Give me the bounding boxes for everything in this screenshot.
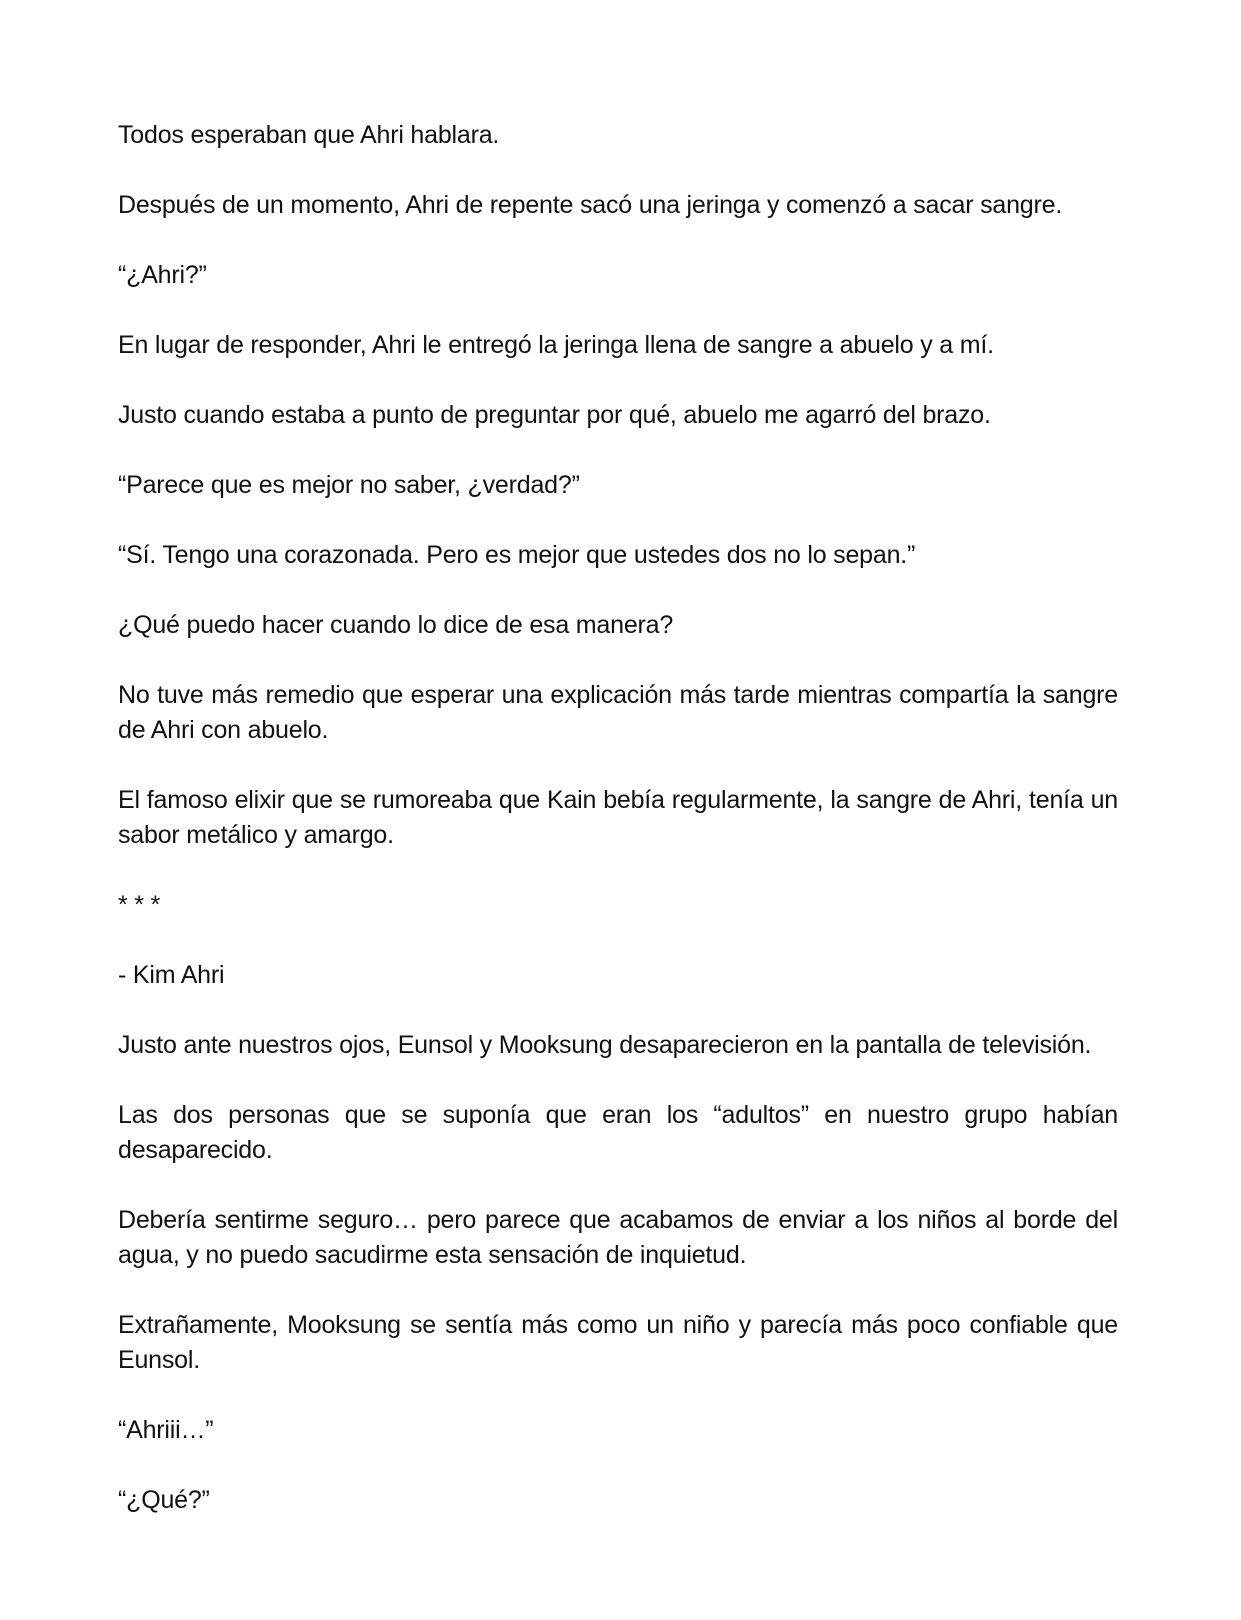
paragraph: Justo ante nuestros ojos, Eunsol y Mooksung desaparecieron en la pantalla de televisión. [118,1031,1092,1059]
paragraph: Extrañamente, Mooksung se sentía más como un niño y parecía más poco confiable que Eunsol. [118,1311,1118,1374]
paragraph: No tuve más remedio que esperar una explicación más tarde mientras compartía la sangre de Ahri con abuelo. [118,681,1118,744]
paragraph: “Parece que es mejor no saber, ¿verdad?” [118,471,580,499]
paragraph: El famoso elixir que se rumoreaba que Kain bebía regularmente, la sangre de Ahri, tenía un sabor metálico y amargo. [118,786,1118,849]
document-body [118,118,1118,1553]
section-pov-label: - Kim Ahri [118,961,225,989]
paragraph: Todos esperaban que Ahri hablara. [118,121,500,149]
paragraph: “Sí. Tengo una corazonada. Pero es mejor que ustedes dos no lo sepan.” [118,541,916,569]
paragraph: Debería sentirme seguro… pero parece que acabamos de enviar a los niños al borde del agua, y no puedo sacudirme esta sensación de inquietud. [118,1206,1118,1269]
paragraph: ¿Qué puedo hacer cuando lo dice de esa manera? [118,611,674,639]
paragraph: Las dos personas que se suponía que eran los “adultos” en nuestro grupo habían desaparecido. [118,1101,1118,1164]
paragraph: En lugar de responder, Ahri le entregó la jeringa llena de sangre a abuelo y a mí. [118,331,994,359]
paragraph: Después de un momento, Ahri de repente sacó una jeringa y comenzó a sacar sangre. [118,191,1063,219]
paragraph: “Ahriii…” [118,1416,214,1444]
scene-break: * * * [118,891,161,919]
paragraph: “¿Ahri?” [118,261,207,289]
paragraph: Justo cuando estaba a punto de preguntar por qué, abuelo me agarró del brazo. [118,401,991,429]
paragraph: “¿Qué?” [118,1486,210,1514]
